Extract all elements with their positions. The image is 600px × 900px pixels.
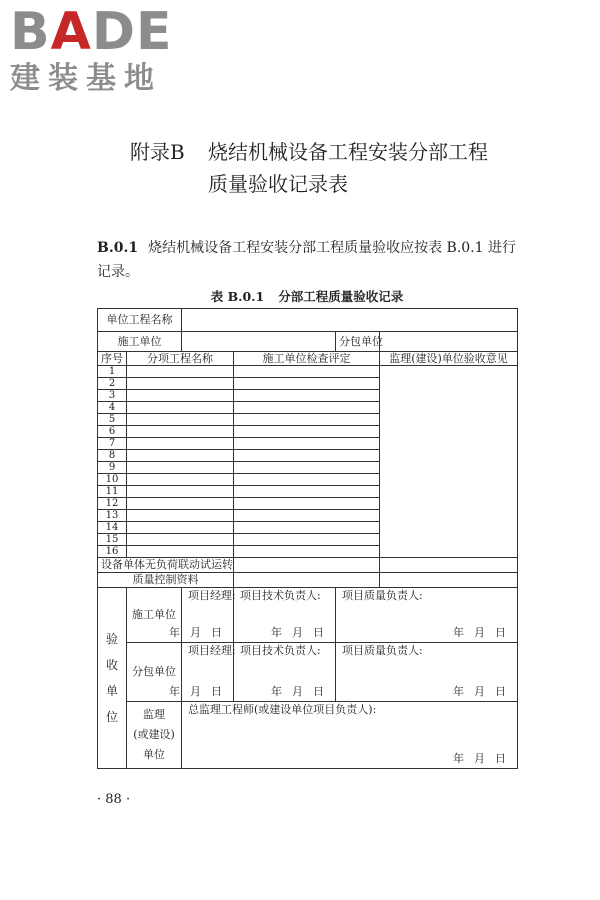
item-check-cell[interactable] <box>234 546 380 558</box>
item-sub-item-cell[interactable] <box>127 462 234 474</box>
item-check-cell[interactable] <box>234 390 380 402</box>
item-sub-item-cell[interactable] <box>127 414 234 426</box>
item-seq: 2 <box>98 378 127 390</box>
table-caption <box>97 287 517 305</box>
construction-unit-label: 施工单位 <box>98 332 182 352</box>
item-row <box>98 366 518 378</box>
header-opinion: 监理(建设)单位验收意见 <box>380 352 518 366</box>
clause-text: 烧结机械设备工程安装分部工程质量验收应按表 B.0.1 进行记录。 <box>97 240 516 280</box>
item-check-cell[interactable] <box>234 414 380 426</box>
quality-docs-check[interactable] <box>234 573 380 588</box>
acceptance-construction-unit: 施工单位 <box>127 588 182 643</box>
item-seq: 11 <box>98 486 127 498</box>
item-seq: 8 <box>98 450 127 462</box>
subcontract-tech-cell[interactable]: 项目技术负责人: 年 月 日 <box>234 643 336 702</box>
subcontract-unit-label: 分包单位 <box>336 332 380 352</box>
item-seq: 5 <box>98 414 127 426</box>
item-check-cell[interactable] <box>234 426 380 438</box>
brand-logo <box>10 2 173 96</box>
acceptance-supervision-unit: 监理 (或建设) 单位 <box>127 702 182 769</box>
items-opinion-cell[interactable] <box>380 366 518 558</box>
item-sub-item-cell[interactable] <box>127 474 234 486</box>
item-sub-item-cell[interactable] <box>127 486 234 498</box>
item-check-cell[interactable] <box>234 402 380 414</box>
clause-paragraph <box>97 236 517 284</box>
clause-number: B.0.1 <box>97 240 139 256</box>
item-sub-item-cell[interactable] <box>127 534 234 546</box>
item-sub-item-cell[interactable] <box>127 390 234 402</box>
item-seq: 13 <box>98 510 127 522</box>
item-seq: 6 <box>98 426 127 438</box>
item-seq: 14 <box>98 522 127 534</box>
acceptance-record-table <box>97 308 518 769</box>
appendix-title-line1: 烧结机械设备工程安装分部工程 <box>208 140 488 164</box>
item-check-cell[interactable] <box>234 534 380 546</box>
item-check-cell[interactable] <box>234 438 380 450</box>
header-seq: 序号 <box>98 352 127 366</box>
appendix-label: 附录B <box>130 140 185 164</box>
item-seq: 10 <box>98 474 127 486</box>
subcontract-unit-value[interactable] <box>380 332 518 352</box>
header-check: 施工单位检查评定 <box>234 352 380 366</box>
item-seq: 15 <box>98 534 127 546</box>
item-seq: 3 <box>98 390 127 402</box>
item-sub-item-cell[interactable] <box>127 450 234 462</box>
item-sub-item-cell[interactable] <box>127 402 234 414</box>
item-sub-item-cell[interactable] <box>127 546 234 558</box>
item-check-cell[interactable] <box>234 498 380 510</box>
brand-tagline: 建装基地 <box>10 61 162 96</box>
no-load-test-check[interactable] <box>234 558 380 573</box>
construction-unit-value[interactable] <box>182 332 336 352</box>
subcontract-pm-cell[interactable]: 项目经理: 年 月 日 <box>182 643 234 702</box>
item-sub-item-cell[interactable] <box>127 426 234 438</box>
item-check-cell[interactable] <box>234 522 380 534</box>
item-sub-item-cell[interactable] <box>127 366 234 378</box>
header-sub-item: 分项工程名称 <box>127 352 234 366</box>
quality-docs-opinion[interactable] <box>380 573 518 588</box>
item-check-cell[interactable] <box>234 510 380 522</box>
brand-name: BADE <box>10 2 173 62</box>
item-seq: 12 <box>98 498 127 510</box>
item-seq: 9 <box>98 462 127 474</box>
project-name-value[interactable] <box>182 309 518 332</box>
item-sub-item-cell[interactable] <box>127 510 234 522</box>
item-seq: 7 <box>98 438 127 450</box>
quality-docs-label: 质量控制资料 <box>98 573 234 588</box>
no-load-test-opinion[interactable] <box>380 558 518 573</box>
item-seq: 1 <box>98 366 127 378</box>
table-number: 表 B.0.1 <box>210 289 265 304</box>
item-sub-item-cell[interactable] <box>127 378 234 390</box>
acceptance-subcontract-unit: 分包单位 <box>127 643 182 702</box>
construction-pm-cell[interactable]: 项目经理: 年 月 日 <box>182 588 234 643</box>
item-sub-item-cell[interactable] <box>127 498 234 510</box>
item-seq: 16 <box>98 546 127 558</box>
page-number: · 88 · <box>97 792 131 807</box>
project-name-label: 单位工程名称 <box>98 309 182 332</box>
table-caption-text: 分部工程质量验收记录 <box>278 289 404 304</box>
appendix-title-line2: 质量验收记录表 <box>208 172 348 196</box>
item-check-cell[interactable] <box>234 450 380 462</box>
subcontract-quality-cell[interactable]: 项目质量负责人: 年 月 日 <box>336 643 518 702</box>
item-check-cell[interactable] <box>234 366 380 378</box>
item-check-cell[interactable] <box>234 378 380 390</box>
item-sub-item-cell[interactable] <box>127 438 234 450</box>
appendix-title <box>130 136 488 200</box>
construction-quality-cell[interactable]: 项目质量负责人: 年 月 日 <box>336 588 518 643</box>
item-seq: 4 <box>98 402 127 414</box>
acceptance-unit-side-label: 验 收 单 位 <box>98 588 127 769</box>
no-load-test-label: 设备单体无负荷联动试运转 <box>98 558 234 573</box>
item-sub-item-cell[interactable] <box>127 522 234 534</box>
construction-tech-cell[interactable]: 项目技术负责人: 年 月 日 <box>234 588 336 643</box>
item-check-cell[interactable] <box>234 486 380 498</box>
item-check-cell[interactable] <box>234 474 380 486</box>
item-check-cell[interactable] <box>234 462 380 474</box>
supervision-sign-cell[interactable]: 总监理工程师(或建设单位项目负责人): 年 月 日 <box>182 702 518 769</box>
